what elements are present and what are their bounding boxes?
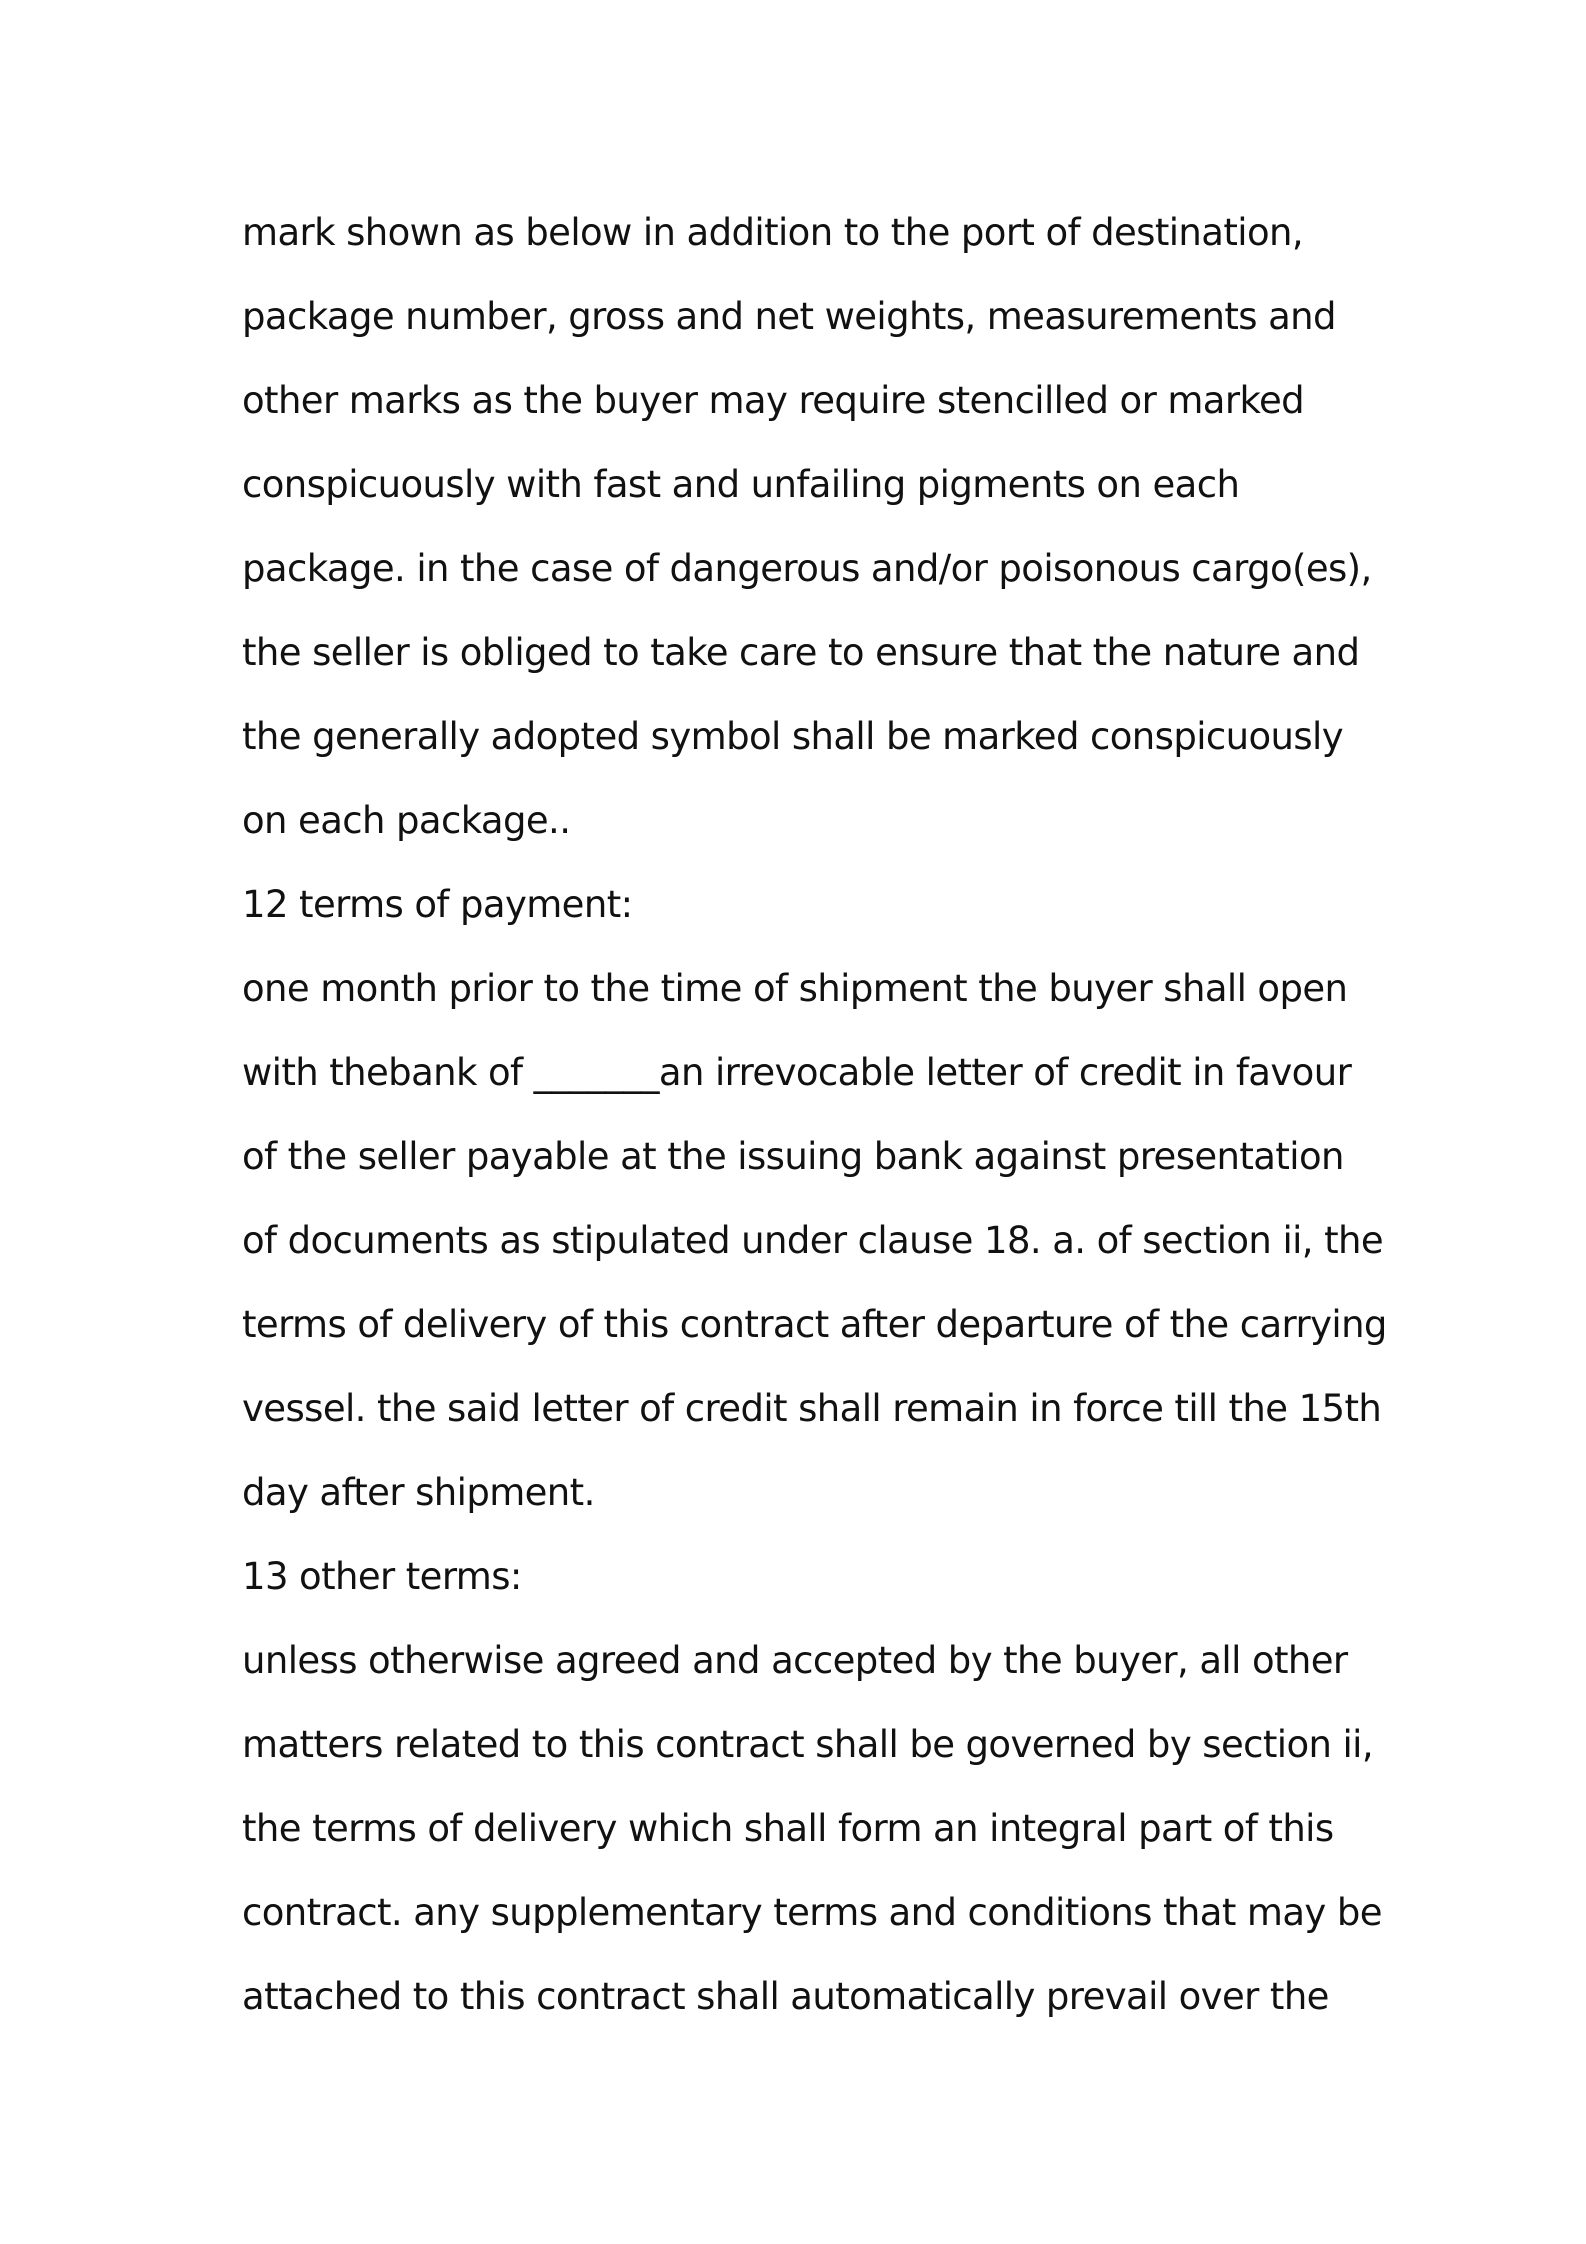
- body-line: terms of delivery of this contract after departure of the carrying: [242, 1303, 1387, 1346]
- section-heading-payment: 12 terms of payment:: [242, 883, 633, 926]
- body-line: unless otherwise agreed and accepted by the buyer, all other: [242, 1639, 1348, 1682]
- body-line: the terms of delivery which shall form an integral part of this: [242, 1807, 1334, 1850]
- body-line: of the seller payable at the issuing bank against presentation: [242, 1135, 1344, 1178]
- body-line: one month prior to the time of shipment the buyer shall open: [242, 967, 1348, 1010]
- body-line: vessel. the said letter of credit shall remain in force till the 15th: [242, 1387, 1382, 1430]
- body-line: contract. any supplementary terms and conditions that may be: [242, 1891, 1382, 1934]
- section-heading-other-terms: 13 other terms:: [242, 1555, 522, 1598]
- body-line: on each package..: [242, 799, 571, 842]
- body-line: package. in the case of dangerous and/or poisonous cargo(es),: [242, 547, 1372, 590]
- body-line: with thebank of _______an irrevocable letter of credit in favour: [242, 1051, 1352, 1094]
- body-line: mark shown as below in addition to the port of destination,: [242, 211, 1303, 254]
- document-body: [242, 198, 1387, 2046]
- body-line: attached to this contract shall automatically prevail over the: [242, 1975, 1329, 2018]
- body-line: the generally adopted symbol shall be marked conspicuously: [242, 715, 1344, 758]
- body-line: of documents as stipulated under clause 18. a. of section ii, the: [242, 1219, 1384, 1262]
- body-line: day after shipment.: [242, 1471, 595, 1514]
- body-line: package number, gross and net weights, measurements and: [242, 295, 1336, 338]
- body-line: the seller is obliged to take care to ensure that the nature and: [242, 631, 1360, 674]
- body-line: conspicuously with fast and unfailing pigments on each: [242, 463, 1240, 506]
- body-line: matters related to this contract shall be governed by section ii,: [242, 1723, 1374, 1766]
- body-line: other marks as the buyer may require stencilled or marked: [242, 379, 1305, 422]
